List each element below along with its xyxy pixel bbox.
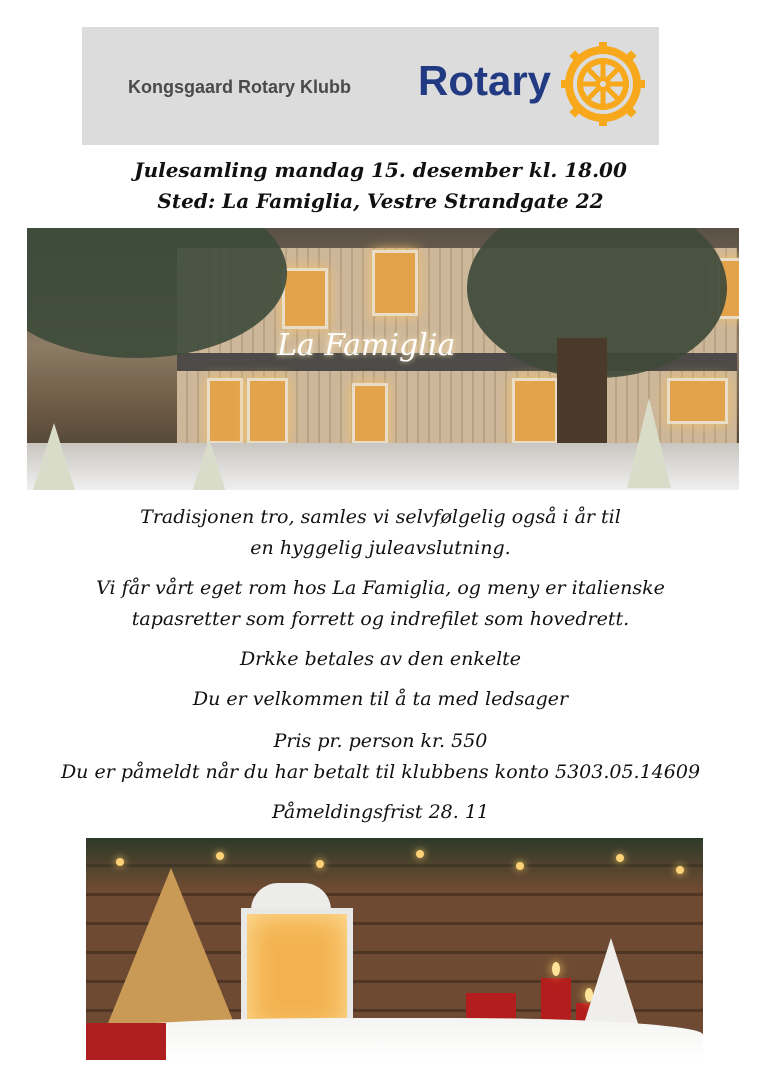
fairy-light (416, 850, 424, 858)
window (207, 378, 243, 444)
window (372, 250, 418, 316)
gift-box (86, 1023, 166, 1060)
registration-deadline: Påmeldingsfrist 28. 11 (271, 801, 490, 823)
price-note: Pris pr. person kr. 550 (273, 730, 488, 752)
fairy-light (676, 866, 684, 874)
menu-line-2: tapasretter som forrett og indrefilet som hovedrett. (131, 608, 630, 630)
door (352, 383, 388, 444)
window (247, 378, 288, 444)
rotary-wheel-icon (559, 40, 647, 128)
restaurant-photo (27, 228, 739, 490)
fairy-light (516, 862, 524, 870)
event-title-location: Sted: La Famiglia, Vestre Strandgate 22 (157, 189, 604, 213)
fairy-light (316, 860, 324, 868)
fairy-light (216, 852, 224, 860)
white-wooden-tree (581, 938, 641, 1033)
window (667, 378, 728, 424)
companion-note: Du er velkommen til å ta med ledsager (192, 688, 569, 710)
restaurant-sign: La Famiglia (277, 328, 456, 363)
tree-trunk (557, 338, 607, 458)
intro-line-2: en hyggelig juleavslutning. (250, 537, 511, 559)
menu-line-1: Vi får vårt eget rom hos La Famiglia, og meny er italienske (96, 577, 665, 599)
candle-flame (552, 962, 560, 976)
window (282, 268, 328, 329)
snow-ground (86, 1018, 703, 1060)
window (512, 378, 558, 444)
rotary-header-banner (82, 27, 659, 145)
wooden-star-tree (106, 868, 236, 1028)
christmas-lantern-photo (86, 838, 703, 1060)
fairy-light (116, 858, 124, 866)
drinks-note: Drkke betales av den enkelte (239, 648, 522, 670)
snowy-fir-tree (187, 438, 231, 490)
snowy-fir-tree (32, 423, 76, 490)
event-title-date: Julesamling mandag 15. desember kl. 18.00 (134, 158, 627, 182)
intro-line-1: Tradisjonen tro, samles vi selvfølgelig også i år til (140, 506, 621, 528)
club-name: Kongsgaard Rotary Klubb (128, 77, 352, 97)
snowy-fir-tree (627, 398, 671, 488)
payment-note: Du er påmeldt når du har betalt til klubbens konto 5303.05.14609 (60, 761, 701, 783)
fairy-light (616, 854, 624, 862)
rotary-wordmark: Rotary (418, 57, 552, 104)
